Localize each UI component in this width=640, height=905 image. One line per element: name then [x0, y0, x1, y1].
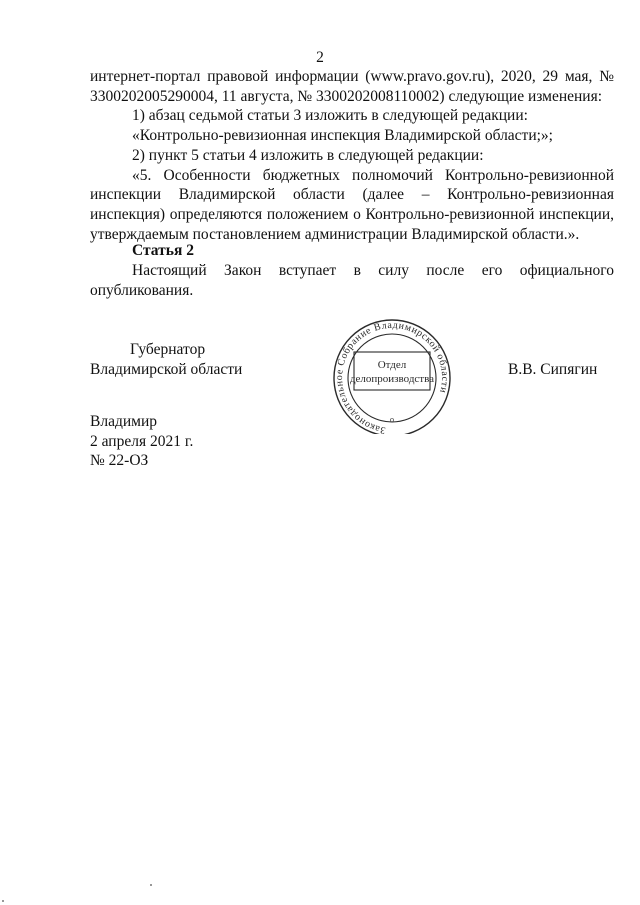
scan-speck [2, 900, 4, 902]
paragraph-quote-1: «Контрольно-ревизионная инспекция Владимирской области;»; [132, 127, 553, 145]
stamp-inner-line1: Отдел [377, 359, 407, 371]
signing-date: 2 апреля 2021 г. [90, 432, 194, 450]
stamp-inner-line2: делопроизводства [349, 373, 435, 385]
stamp-ring-text: Законодательное Собрание Владимирской области [334, 319, 451, 434]
article-text [90, 261, 614, 300]
article-text-line2: опубликования. [90, 281, 194, 299]
law-number: № 22-ОЗ [90, 452, 149, 470]
page-number: 2 [316, 49, 324, 66]
signatory-title-line2: Владимирской области [90, 360, 243, 378]
signatory-name: В.В. Сипягин [508, 361, 598, 378]
article-text-line1: Настоящий Закон вступает в силу после его официального [132, 262, 614, 279]
signatory-title-line1: Губернатор [130, 341, 206, 358]
paragraph-item-2: 2) пункт 5 статьи 4 изложить в следующей редакции: [132, 146, 484, 164]
place-date-number [90, 412, 193, 471]
scan-speck [150, 884, 152, 886]
city: Владимир [90, 413, 157, 430]
paragraph-quote-2: «5. Особенности бюджетных полномочий Контрольно-ревизионной инспекции Владимирской области (далее – Контрольно-ревизионная инспекция) определяются положением о Контрольно-ревизионной инспекции, утверждаемым постановлением администрации Владимирской области.». [90, 166, 614, 243]
paragraph-intro: интернет-портал правовой информации (www.pravo.gov.ru), 2020, 29 мая, № 3300202005290004, 11 августа, № 3300202008110002) следующие изменения: [90, 68, 614, 105]
signatory-title [90, 340, 242, 379]
law-amendment-text [90, 67, 614, 244]
official-stamp [324, 318, 460, 434]
paragraph-item-1: 1) абзац седьмой статьи 3 изложить в следующей редакции: [132, 107, 528, 125]
stamp-mark: о [390, 415, 394, 424]
article-heading: Статья 2 [132, 242, 194, 259]
